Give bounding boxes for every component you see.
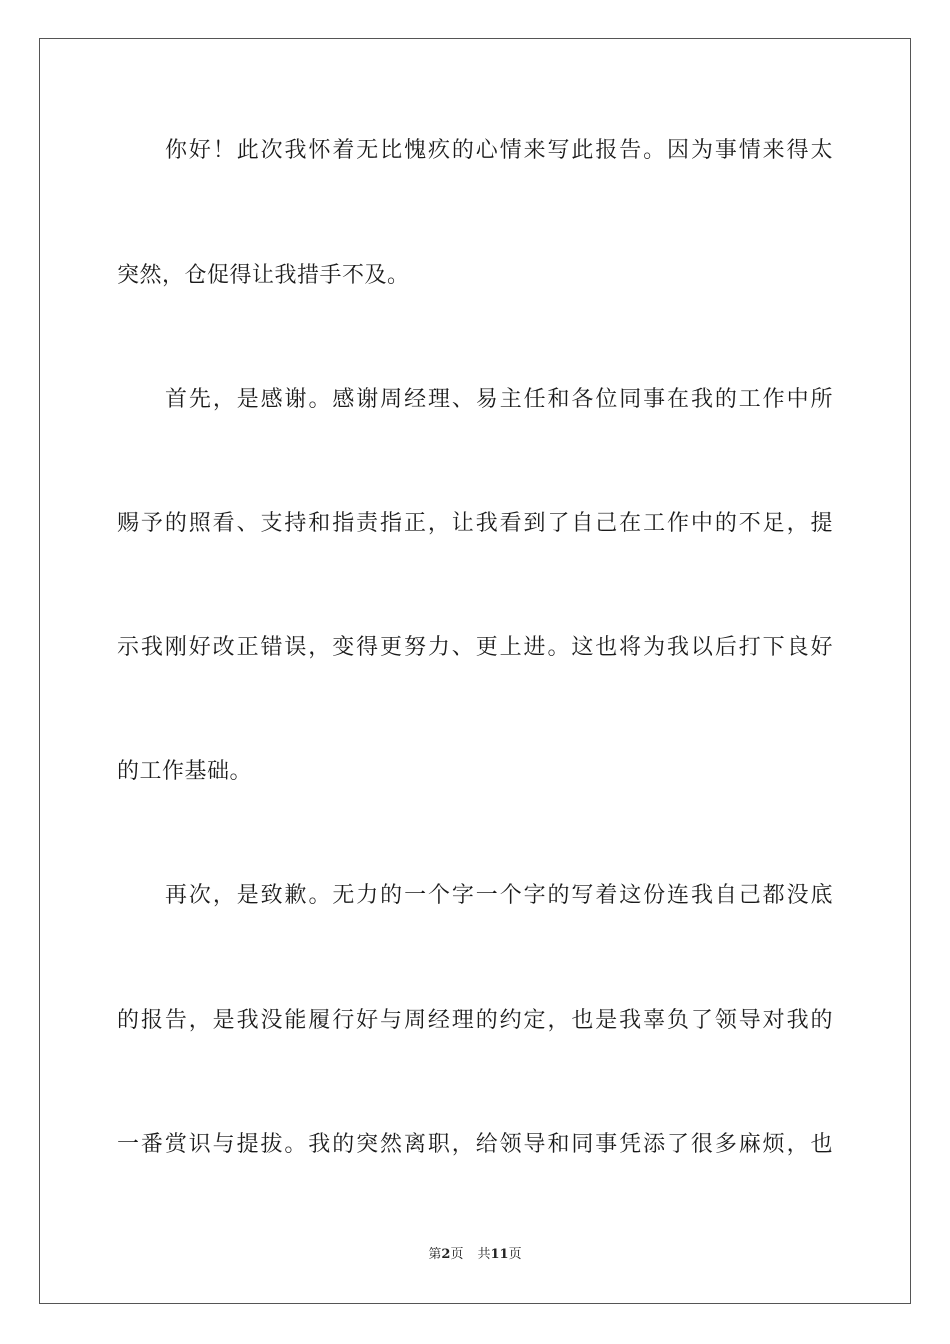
total-page-count: 11 — [490, 1247, 509, 1262]
page-prefix: 第 — [428, 1247, 442, 1262]
paragraph-line: 赐予的照看、支持和指责指正，让我看到了自己在工作中的不足，提 — [117, 511, 833, 536]
paragraph-line: 你好！此次我怀着无比愧疚的心情来写此报告。因为事情来得太 — [165, 138, 833, 163]
paragraph-line: 突然，仓促得让我措手不及。 — [117, 263, 410, 288]
total-suffix: 页 — [508, 1247, 522, 1262]
page-footer — [0, 1246, 950, 1264]
total-prefix: 共 — [477, 1247, 491, 1262]
paragraph-line: 的报告，是我没能履行好与周经理的约定，也是我辜负了领导对我的 — [117, 1008, 833, 1033]
paragraph-line: 首先，是感谢。感谢周经理、易主任和各位同事在我的工作中所 — [165, 387, 833, 412]
paragraph-line: 再次，是致歉。无力的一个字一个字的写着这份连我自己都没底 — [165, 883, 833, 908]
current-page-number: 2 — [441, 1247, 451, 1262]
paragraph-line: 一番赏识与提拔。我的突然离职，给领导和同事凭添了很多麻烦，也 — [117, 1132, 833, 1157]
page-border — [39, 38, 911, 1304]
paragraph-line: 示我刚好改正错误，变得更努力、更上进。这也将为我以后打下良好 — [117, 635, 833, 660]
page-suffix: 页 — [450, 1247, 464, 1262]
paragraph-line: 的工作基础。 — [117, 759, 253, 784]
